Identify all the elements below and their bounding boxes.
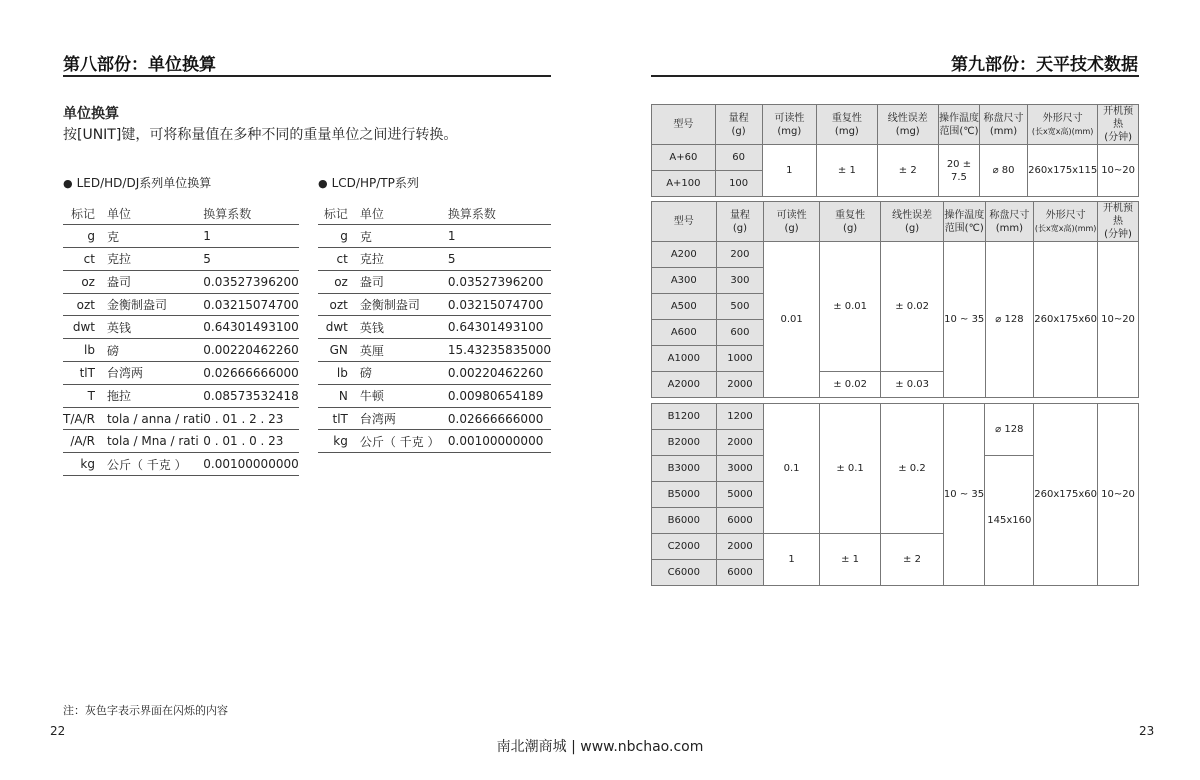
table-cell: tola / Mna / rati (101, 430, 203, 453)
table-cell: tlT (318, 407, 354, 430)
table-row (63, 384, 299, 407)
table-cell: T (63, 384, 101, 407)
table-row (318, 362, 551, 385)
table-cell: oz (63, 270, 101, 293)
table-row (318, 430, 551, 453)
table-row (63, 453, 299, 476)
table-cell: lb (318, 362, 354, 385)
table-row: A+100 100 (652, 171, 1139, 197)
table-cell: ozt (63, 293, 101, 316)
table-cell: 5 (448, 248, 551, 271)
table-cell: 0.00220462260 (203, 339, 298, 362)
table-cell: 磅 (101, 339, 203, 362)
column-header: 单位 (101, 202, 203, 225)
table-cell: ct (63, 248, 101, 271)
table-row (318, 384, 551, 407)
table-cell: 0.02666666000 (203, 362, 298, 385)
spec-table-2 (651, 201, 1139, 398)
table-cell: 0.64301493100 (203, 316, 298, 339)
table-row: A200 200 0.01 ± 0.01 ± 0.02 10 ~ 35 ⌀ 128 260x175x60 10~20 (652, 242, 1139, 268)
table-row (63, 293, 299, 316)
table-row (63, 225, 299, 248)
subheading: 单位换算 (63, 106, 119, 122)
table-cell: /A/R (63, 430, 101, 453)
table-cell: tlT (63, 362, 101, 385)
table-cell: 0.03215074700 (448, 293, 551, 316)
table-cell: 英厘 (354, 339, 448, 362)
table-cell: N (318, 384, 354, 407)
table-cell: 1 (448, 225, 551, 248)
table-cell: 5 (203, 248, 298, 271)
table-cell: 盎司 (354, 270, 448, 293)
spec-table-3 (651, 403, 1139, 586)
table-cell: dwt (318, 316, 354, 339)
table-cell: 台湾两 (354, 407, 448, 430)
conversion-table-b (318, 202, 551, 453)
title-rule-left (63, 75, 551, 77)
table-cell: 15.43235835000 (448, 339, 551, 362)
table-cell: 0.00100000000 (448, 430, 551, 453)
table-row (318, 270, 551, 293)
table-cell: kg (318, 430, 354, 453)
bullet-icon: ● (63, 177, 73, 190)
title-rule-right (651, 75, 1139, 77)
footer-site: 南北潮商城 | www.nbchao.com (496, 739, 704, 755)
table-cell: 0.03527396200 (203, 270, 298, 293)
table-row (318, 225, 551, 248)
table-row (63, 407, 299, 430)
table-cell: 牛顿 (354, 384, 448, 407)
description: 按[UNIT]键，可将称量值在多种不同的重量单位之间进行转换。 (63, 127, 458, 143)
table-row (318, 339, 551, 362)
table-cell: kg (63, 453, 101, 476)
table-cell: 克拉 (354, 248, 448, 271)
header-linearity: 线性误差 (mg) (877, 105, 938, 145)
table-cell: 盎司 (101, 270, 203, 293)
table-cell: 0.00220462260 (448, 362, 551, 385)
table-cell: tola / anna / rati (101, 407, 203, 430)
table-cell: g (63, 225, 101, 248)
table-cell: GN (318, 339, 354, 362)
column-header: 单位 (354, 202, 448, 225)
table-row (63, 270, 299, 293)
table-cell: ozt (318, 293, 354, 316)
table-cell: 克 (354, 225, 448, 248)
table-row: B3000 3000 145x160 (652, 456, 1139, 482)
spec-header-row: 型号 量程 (g) 可读性 (g) 重复性 (g) 线性误差 (g) 操作温度 范围(℃) 称盘尺寸 (mm) 外形尺寸 (长x宽x高)(mm) 开机预热 (分钟) (652, 202, 1139, 242)
table-cell: 金衡制盎司 (354, 293, 448, 316)
header-capacity: 量程 (g) (715, 105, 762, 145)
page-number-right: 23 (1139, 724, 1155, 738)
table-header-row (318, 202, 551, 225)
spec-table-1 (651, 104, 1139, 197)
table-cell: 拖拉 (101, 384, 203, 407)
table-cell: 克拉 (101, 248, 203, 271)
table-header-row (63, 202, 299, 225)
table-row: A2000 2000 ± 0.02 ± 0.03 (652, 372, 1139, 398)
column-header: 标记 (318, 202, 354, 225)
table-row (318, 248, 551, 271)
section-title-right: 第九部份：天平技术数据 (951, 55, 1138, 75)
table-row (63, 339, 299, 362)
table-row (63, 316, 299, 339)
header-dims: 外形尺寸 (长x宽x高)(mm) (1028, 105, 1098, 145)
header-repeatability: 重复性 (mg) (817, 105, 877, 145)
table-cell: 0.00100000000 (203, 453, 298, 476)
table-cell: 0 . 01 . 0 . 23 (203, 430, 298, 453)
table-row: A600 600 (652, 320, 1139, 346)
table-row: B6000 6000 (652, 508, 1139, 534)
table-cell: 公斤（ 千克 ） (101, 453, 203, 476)
table-cell: 金衡制盎司 (101, 293, 203, 316)
table-cell: 磅 (354, 362, 448, 385)
column-header: 标记 (63, 202, 101, 225)
table-row: C2000 2000 1 ± 1 ± 2 (652, 534, 1139, 560)
header-model: 型号 (652, 105, 716, 145)
header-readability: 可读性 (mg) (762, 105, 817, 145)
table-row (63, 362, 299, 385)
table-row: B1200 1200 0.1 ± 0.1 ± 0.2 10 ~ 35 ⌀ 128 260x175x60 10~20 (652, 404, 1139, 430)
table-row (63, 248, 299, 271)
table-row: C6000 6000 (652, 560, 1139, 586)
table-cell: dwt (63, 316, 101, 339)
footnote: 注：灰色字表示界面在闪烁的内容 (63, 704, 228, 717)
table-row: A300 300 (652, 268, 1139, 294)
table-cell: oz (318, 270, 354, 293)
table-cell: 克 (101, 225, 203, 248)
table-cell: 0.02666666000 (448, 407, 551, 430)
table-cell: T/A/R (63, 407, 101, 430)
column-header: 换算系数 (203, 202, 298, 225)
table-row: B2000 2000 (652, 430, 1139, 456)
conversion-table-a (63, 202, 299, 476)
table-row: A1000 1000 (652, 346, 1139, 372)
column-header: 换算系数 (448, 202, 551, 225)
table-cell: 0.03215074700 (203, 293, 298, 316)
table-cell: 台湾两 (101, 362, 203, 385)
section-title-left: 第八部份：单位换算 (63, 55, 216, 75)
series-b-title: ● LCD/HP/TP系列 (318, 176, 419, 190)
table-cell: lb (63, 339, 101, 362)
table-cell: 1 (203, 225, 298, 248)
table-cell: ct (318, 248, 354, 271)
table-cell: 英钱 (101, 316, 203, 339)
table-cell: 0.00980654189 (448, 384, 551, 407)
series-a-title: ● LED/HD/DJ系列单位换算 (63, 176, 212, 190)
header-warmup: 开机预热 (分钟) (1098, 105, 1139, 145)
table-row: B5000 5000 (652, 482, 1139, 508)
table-row (318, 293, 551, 316)
table-cell: 公斤（ 千克 ） (354, 430, 448, 453)
table-row (318, 407, 551, 430)
header-temp: 操作温度 范围(℃) (938, 105, 979, 145)
table-cell: g (318, 225, 354, 248)
header-pan: 称盘尺寸 (mm) (979, 105, 1027, 145)
table-cell: 英钱 (354, 316, 448, 339)
table-cell: 0.64301493100 (448, 316, 551, 339)
table-row: A500 500 (652, 294, 1139, 320)
table-cell: 0 . 01 . 2 . 23 (203, 407, 298, 430)
table-cell: 0.03527396200 (448, 270, 551, 293)
bullet-icon: ● (318, 177, 328, 190)
table-cell: 0.08573532418 (203, 384, 298, 407)
page-number-left: 22 (50, 724, 66, 738)
table-row (63, 430, 299, 453)
spec-header-row (652, 105, 1139, 145)
table-row: A+60 60 1 ± 1 ± 2 20 ± 7.5 ⌀ 80 260x175x115 10~20 (652, 145, 1139, 171)
table-row (318, 316, 551, 339)
